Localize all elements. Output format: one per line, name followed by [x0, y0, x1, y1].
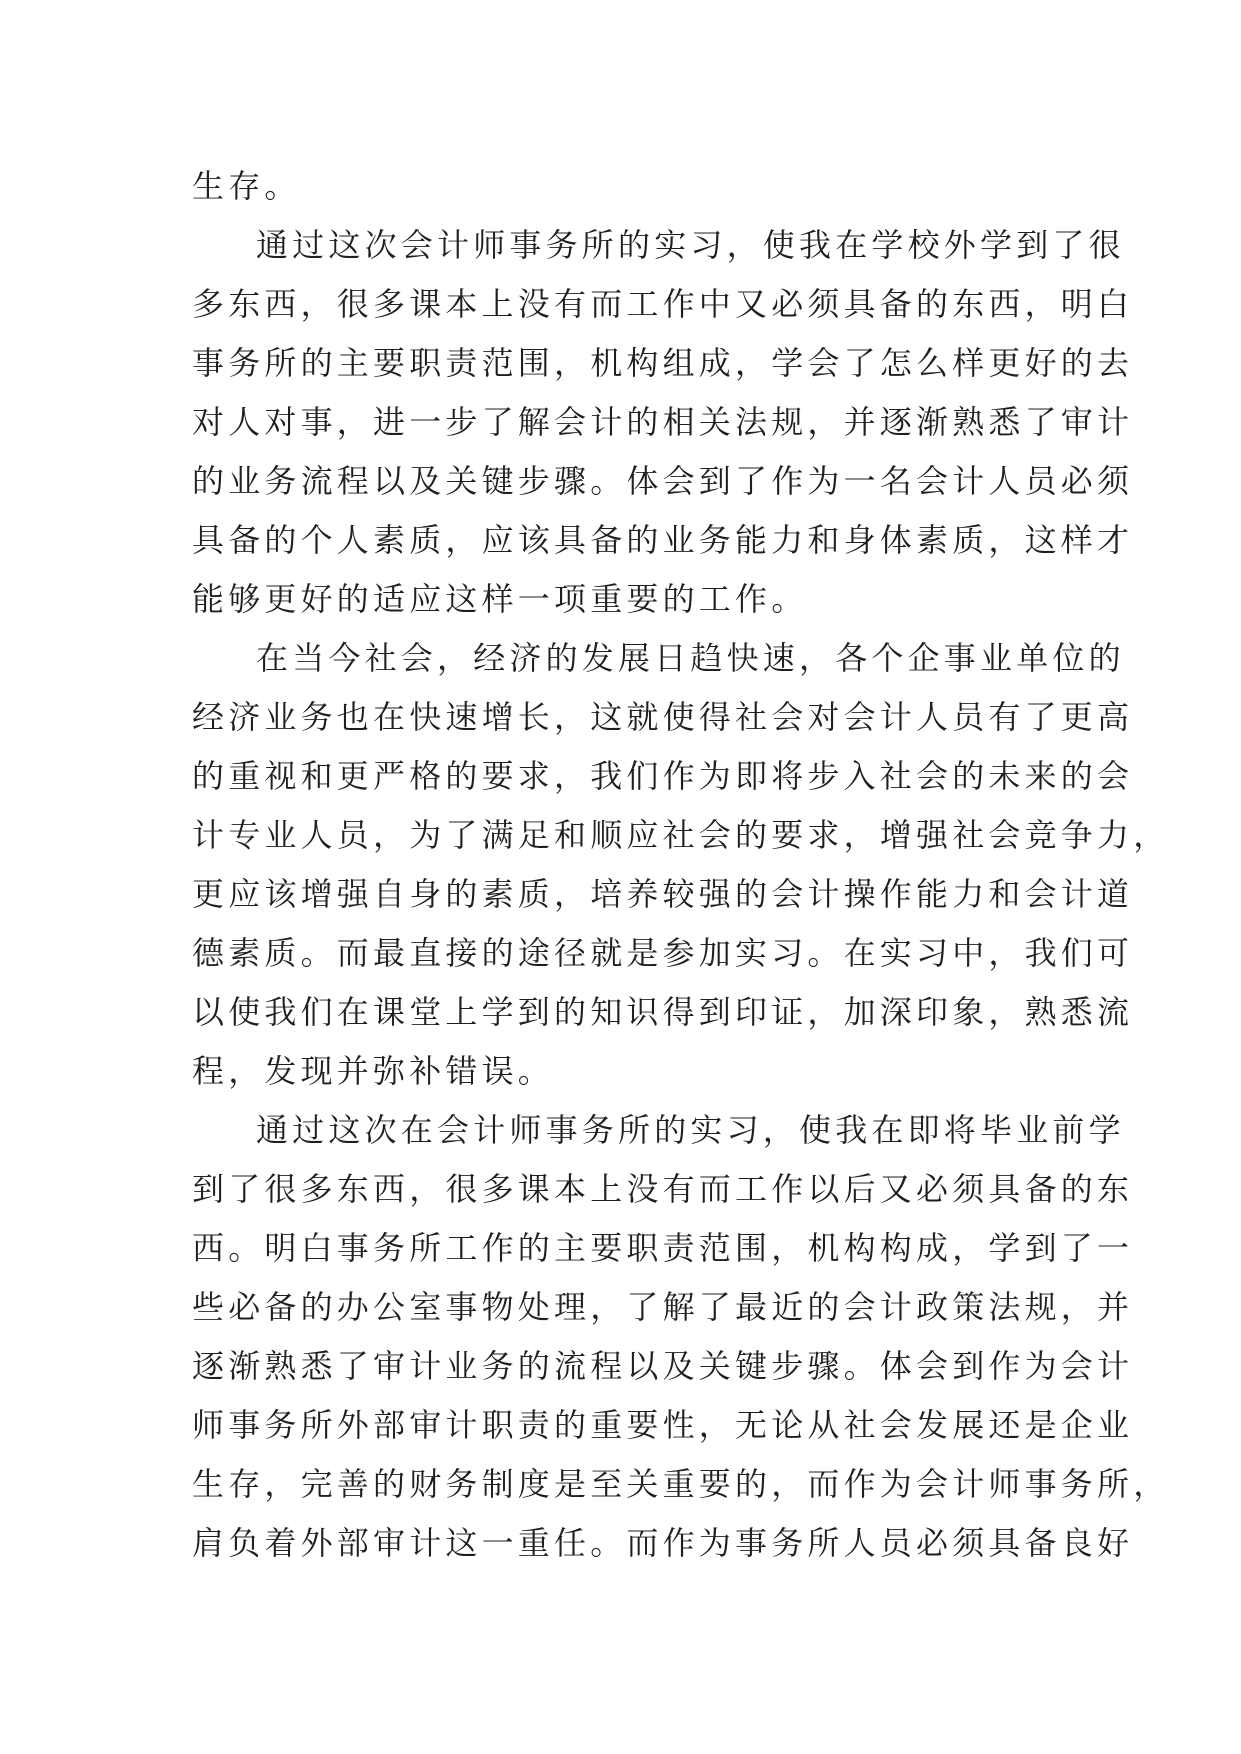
document-page [192, 157, 1170, 1573]
text-line: 生存。 [192, 167, 301, 205]
text-line: 师事务所外部审计职责的重要性，无论从社会发展还是企业 [192, 1406, 1134, 1444]
text-line: 具备的个人素质，应该具备的业务能力和身体素质，这样才 [192, 521, 1134, 559]
text-line: 的业务流程以及关键步骤。体会到了作为一名会计人员必须 [192, 462, 1134, 500]
text-line: 以使我们在课堂上学到的知识得到印证，加深印象，熟悉流 [192, 993, 1134, 1031]
paragraph-first-line: 通过这次会计师事务所的实习，使我在学校外学到了很 [256, 226, 1125, 264]
text-line: 经济业务也在快速增长，这就使得社会对会计人员有了更高 [192, 698, 1134, 736]
text-line: 逐渐熟悉了审计业务的流程以及关键步骤。体会到作为会计 [192, 1347, 1134, 1385]
text-line: 多东西，很多课本上没有而工作中又必须具备的东西，明白 [192, 285, 1134, 323]
paragraph-first-line: 在当今社会，经济的发展日趋快速，各个企事业单位的 [256, 639, 1125, 677]
text-line: 生存，完善的财务制度是至关重要的，而作为会计师事务所， [192, 1465, 1170, 1503]
paragraph-first-line: 通过这次在会计师事务所的实习，使我在即将毕业前学 [256, 1111, 1125, 1149]
text-line: 计专业人员，为了满足和顺应社会的要求，增强社会竞争力， [192, 816, 1170, 854]
text-line: 更应该增强自身的素质，培养较强的会计操作能力和会计道 [192, 875, 1134, 913]
text-line: 能够更好的适应这样一项重要的工作。 [192, 580, 808, 618]
text-line: 西。明白事务所工作的主要职责范围，机构构成，学到了一 [192, 1229, 1134, 1267]
text-line: 事务所的主要职责范围，机构组成，学会了怎么样更好的去 [192, 344, 1134, 382]
text-line: 对人对事，进一步了解会计的相关法规，并逐渐熟悉了审计 [192, 403, 1134, 441]
text-line: 的重视和更严格的要求，我们作为即将步入社会的未来的会 [192, 757, 1134, 795]
text-line: 程，发现并弥补错误。 [192, 1052, 555, 1090]
text-line: 德素质。而最直接的途径就是参加实习。在实习中，我们可 [192, 934, 1134, 972]
text-line: 肩负着外部审计这一重任。而作为事务所人员必须具备良好 [192, 1524, 1134, 1562]
text-line: 到了很多东西，很多课本上没有而工作以后又必须具备的东 [192, 1170, 1134, 1208]
text-line: 些必备的办公室事物处理，了解了最近的会计政策法规，并 [192, 1288, 1134, 1326]
